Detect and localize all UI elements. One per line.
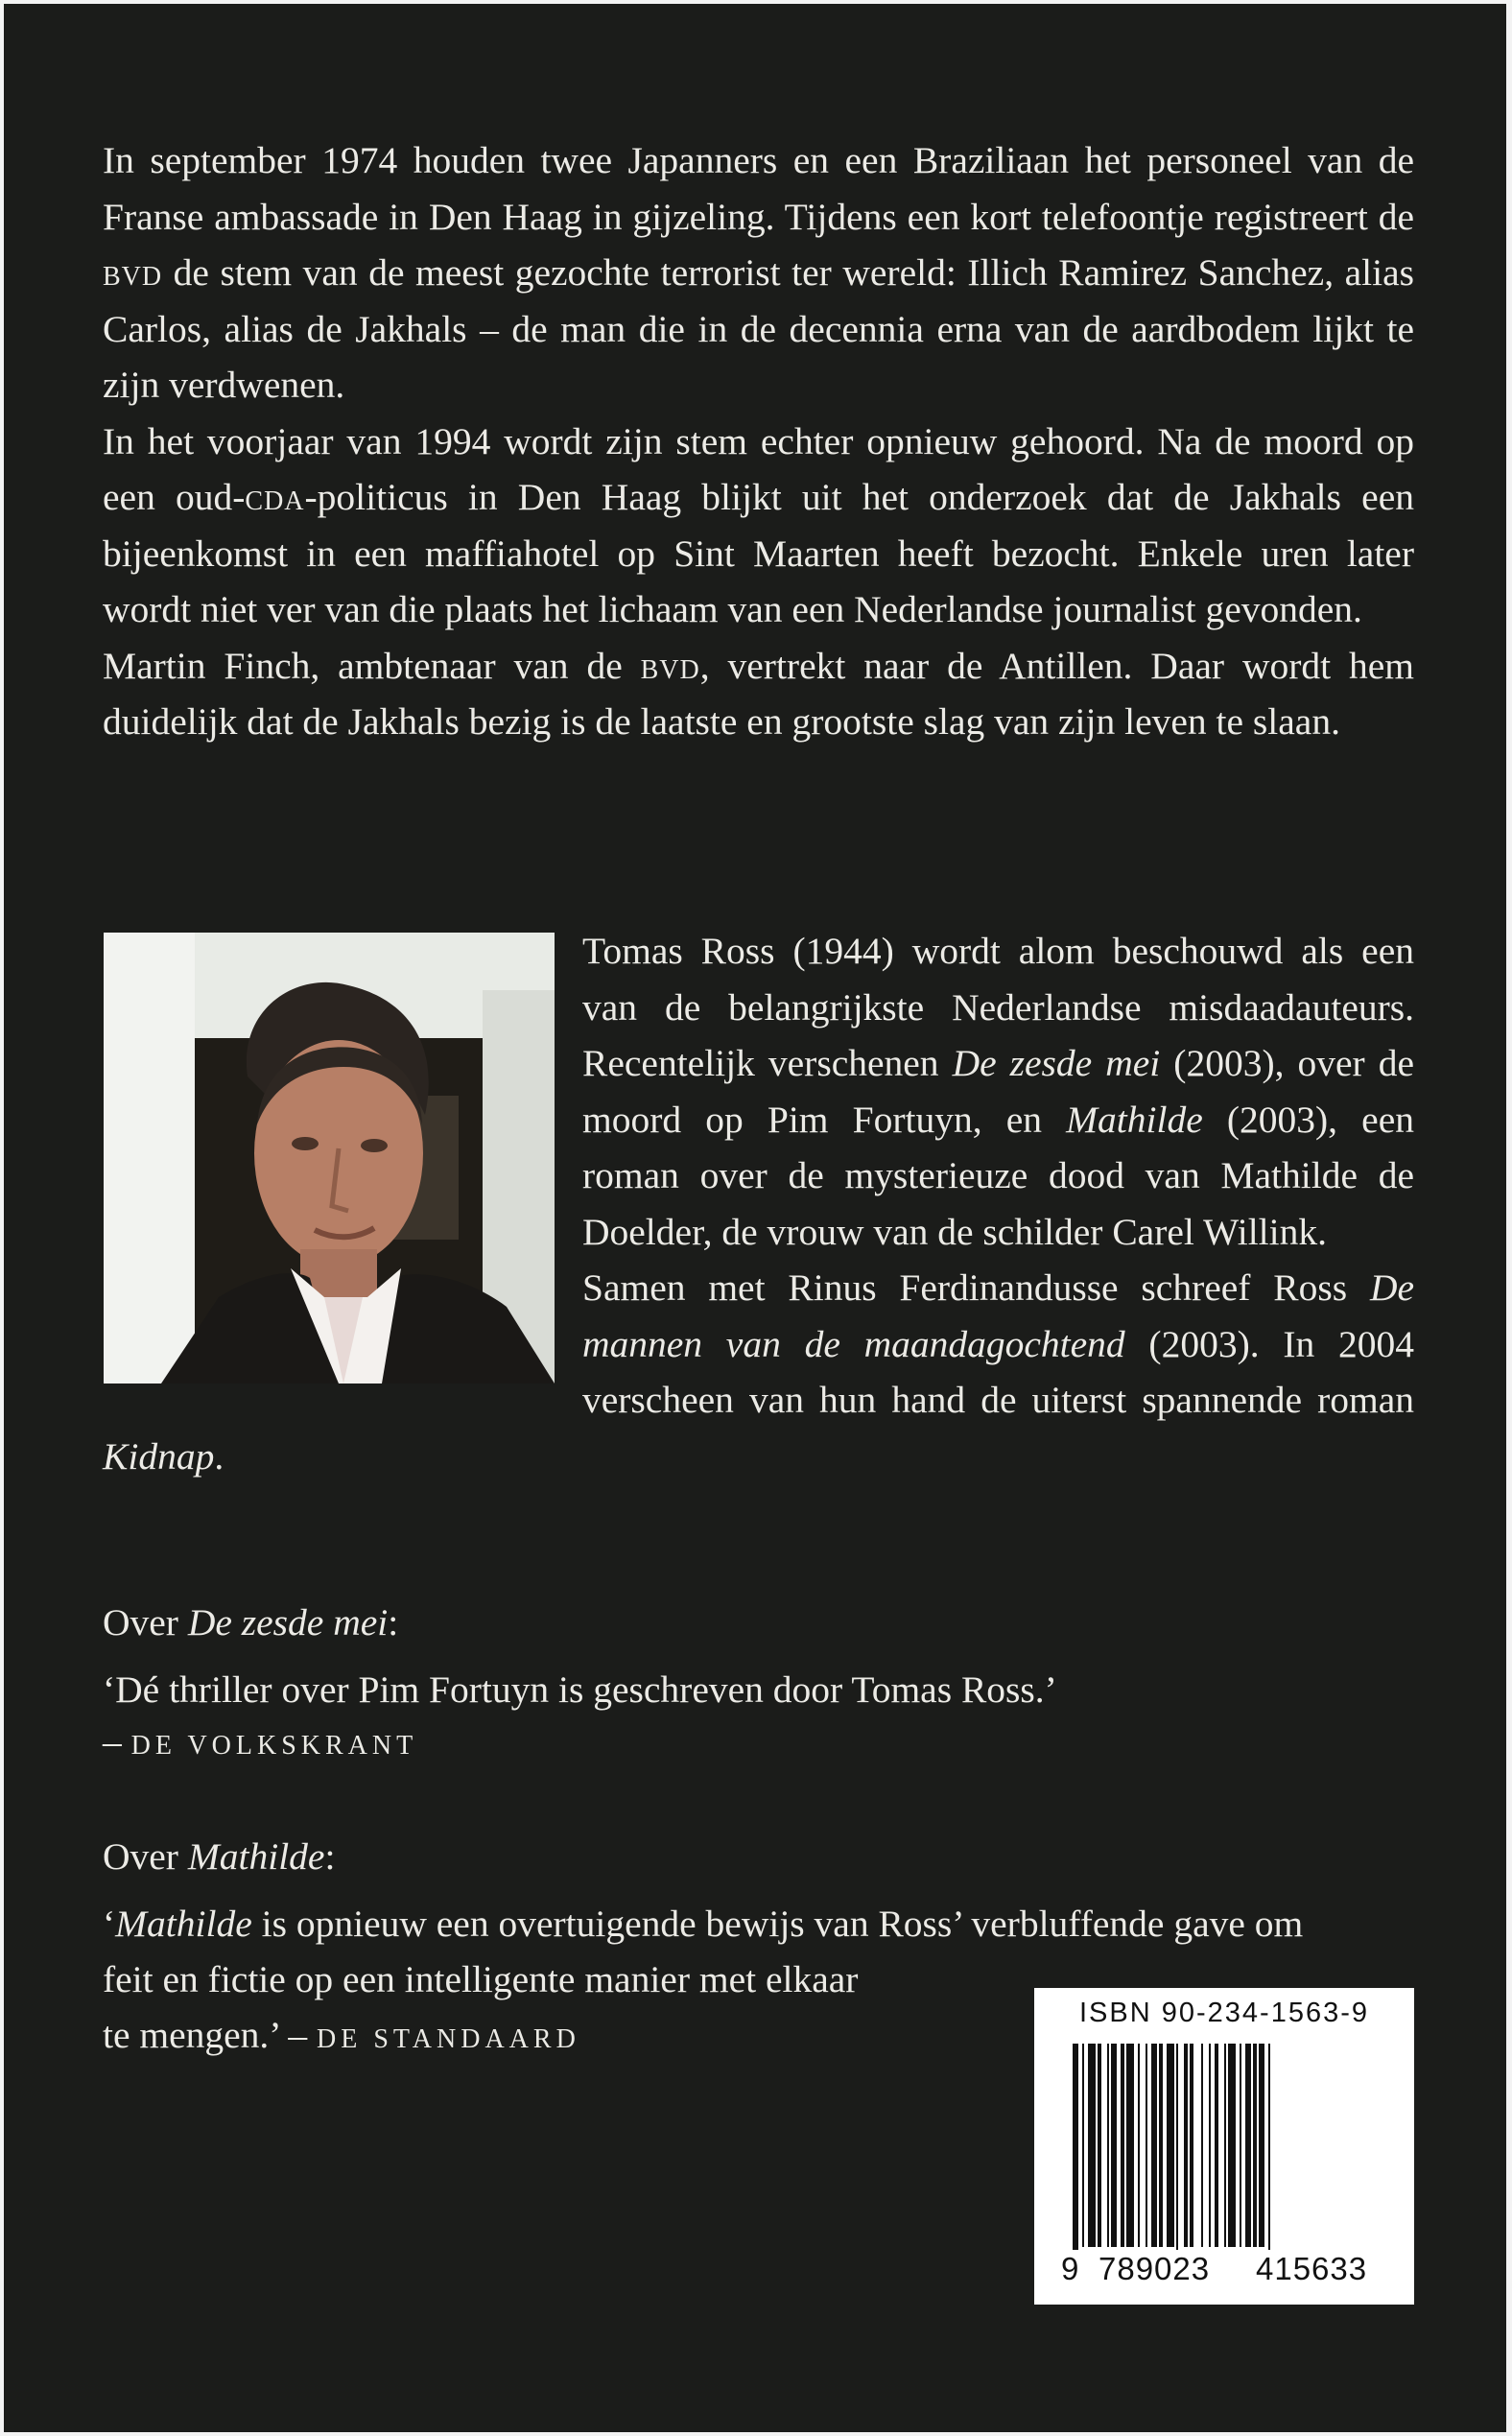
barcode-bar bbox=[1240, 2044, 1241, 2247]
barcode-bar bbox=[1224, 2044, 1226, 2247]
blurb-p3-abbrev: bvd bbox=[640, 644, 700, 687]
barcode-bar bbox=[1245, 2044, 1251, 2247]
book-title-de-mannen: De mannen van de maandagochtend bbox=[582, 1266, 1414, 1365]
review-1-source: DE VOLKSKRANT bbox=[130, 1731, 418, 1761]
barcode-bar bbox=[1176, 2044, 1178, 2266]
author-bio bbox=[103, 923, 1414, 1484]
barcode-bar bbox=[1215, 2044, 1218, 2247]
blurb-paragraph-1 bbox=[103, 132, 1414, 414]
barcode-bar bbox=[1201, 2044, 1203, 2247]
blurb-p1-abbrev: bvd bbox=[103, 251, 163, 294]
barcode-bar bbox=[1088, 2044, 1096, 2247]
barcode-bar bbox=[1107, 2044, 1109, 2247]
barcode-bar bbox=[1228, 2044, 1236, 2247]
review-2-line-1-text: is opnieuw een overtuigende bewijs van Ross’ verbluffende gave om bbox=[251, 1903, 1304, 1945]
author-p1-text-a: Tomas Ross (1944) wordt alom beschouwd als een van de belangrijkste Nederlandse misdaadauteurs. Recentelijk verschenen bbox=[582, 930, 1414, 1084]
review-1-text: ‘Dé thriller over Pim Fortuyn is geschreven door Tomas Ross.’ bbox=[103, 1668, 1057, 1711]
barcode-bar bbox=[1082, 2044, 1084, 2247]
blurb-text bbox=[103, 132, 1414, 750]
review-2-line-3-text: te mengen.’ bbox=[103, 2014, 279, 2056]
blurb-paragraph-3 bbox=[103, 638, 1414, 750]
review-1-colon: : bbox=[388, 1601, 399, 1644]
blurb-p2-text-a: In het voorjaar van 1994 wordt zijn stem echter opnieuw gehoord. Na de moord op een oud- bbox=[103, 419, 1414, 518]
review-2-title: Mathilde bbox=[187, 1835, 325, 1878]
review-2-heading bbox=[103, 1829, 1417, 1884]
author-p2-text-c: . bbox=[214, 1434, 224, 1478]
blurb-p3-text-b: , vertrekt naar de Antillen. Daar wordt hem duidelijk dat de Jakhals bezig is de laatste en grootste slag van zijn leven te slaan. bbox=[103, 644, 1415, 743]
book-title-kidnap: Kidnap bbox=[103, 1434, 215, 1478]
blurb-paragraph-2 bbox=[103, 414, 1414, 638]
book-title-mathilde: Mathilde bbox=[1066, 1098, 1203, 1141]
review-1-title: De zesde mei bbox=[187, 1601, 389, 1644]
review-1-heading bbox=[103, 1595, 1417, 1650]
author-p1-text-b: (2003), over de moord op Pim Fortuyn, en bbox=[582, 1042, 1414, 1141]
review-2-title-in-quote: Mathilde bbox=[115, 1903, 252, 1945]
review-2-line-2: feit en fictie op een intelligente manier met elkaar bbox=[103, 1958, 859, 2000]
photo-spacer bbox=[103, 923, 582, 1403]
barcode-digits-right: 415633 bbox=[1253, 2250, 1370, 2288]
barcode-bar bbox=[1138, 2044, 1140, 2247]
barcode-bar bbox=[1151, 2044, 1157, 2247]
isbn-barcode bbox=[1034, 1988, 1414, 2305]
barcode-bar bbox=[1146, 2044, 1147, 2247]
blurb-p3-text-a: Martin Finch, ambtenaar van de bbox=[103, 644, 641, 687]
author-p2-text-a: Samen met Rinus Ferdinandusse schreef Ross bbox=[582, 1266, 1370, 1309]
author-p2-text-b: (2003). In 2004 verscheen van hun hand de uiterst spannende roman bbox=[582, 1322, 1414, 1421]
review-2-line-1 bbox=[103, 1896, 1417, 1951]
barcode-bar bbox=[1259, 2044, 1264, 2247]
review-2-source: DE STANDAARD bbox=[317, 2024, 580, 2054]
book-title-de-zesde-mei: De zesde mei bbox=[952, 1042, 1161, 1084]
barcode-bar bbox=[1209, 2044, 1211, 2247]
barcode-bar bbox=[1184, 2044, 1188, 2247]
review-1-attribution bbox=[103, 1714, 1417, 1774]
barcode-bar bbox=[1098, 2044, 1101, 2247]
review-2-colon: : bbox=[324, 1835, 336, 1878]
blurb-p1-text-b: de stem van de meest gezochte terrorist ter wereld: Illich Ramirez Sanchez, alias Carlos, alias de Jakhals – de man die in de decennia erna van de aardbodem lijkt te zijn verdwenen. bbox=[103, 251, 1414, 406]
blurb-p1-text-a: In september 1974 houden twee Japanners en een Braziliaan het personeel van de Franse ambassade in Den Haag in gijzeling. Tijdens een kort telefoontje registreert de bbox=[103, 139, 1414, 238]
review-1-dash: – bbox=[103, 1720, 131, 1762]
review-quote-1 bbox=[103, 1595, 1417, 1774]
barcode-bar bbox=[1073, 2044, 1078, 2266]
review-1-over: Over bbox=[103, 1601, 188, 1644]
blurb-p2-abbrev: cda bbox=[245, 476, 305, 518]
blurb-p2-text-b: -politicus in Den Haag blijkt uit het onderzoek dat de Jakhals een bijeenkomst in een maffiahotel op Sint Maarten heeft bezocht. Enkele uren later wordt niet ver van die plaats het lichaam van een Nederlandse journalist gevonden. bbox=[103, 476, 1414, 630]
barcode-bar bbox=[1159, 2044, 1163, 2247]
barcode-bar bbox=[1121, 2044, 1124, 2247]
barcode-bar bbox=[1253, 2044, 1257, 2247]
barcode-bar bbox=[1167, 2044, 1174, 2247]
isbn-number: ISBN 90-234-1563-9 bbox=[1079, 1998, 1369, 2028]
review-2-open-quote: ‘ bbox=[103, 1903, 116, 1945]
barcode-digits-left: 789023 bbox=[1096, 2250, 1213, 2288]
barcode-bar bbox=[1111, 2044, 1117, 2247]
barcode-bar bbox=[1126, 2044, 1134, 2247]
barcode-digit-first: 9 bbox=[1061, 2251, 1080, 2286]
review-2-over: Over bbox=[103, 1835, 188, 1878]
barcode-bar bbox=[1190, 2044, 1193, 2247]
barcode-bar bbox=[1268, 2044, 1270, 2266]
author-p1-text-c: (2003), een roman over de mysterieuze dood van Mathilde de Doelder, de vrouw van de schilder Carel Willink. bbox=[582, 1098, 1414, 1253]
review-2-dash: – bbox=[278, 2014, 318, 2056]
